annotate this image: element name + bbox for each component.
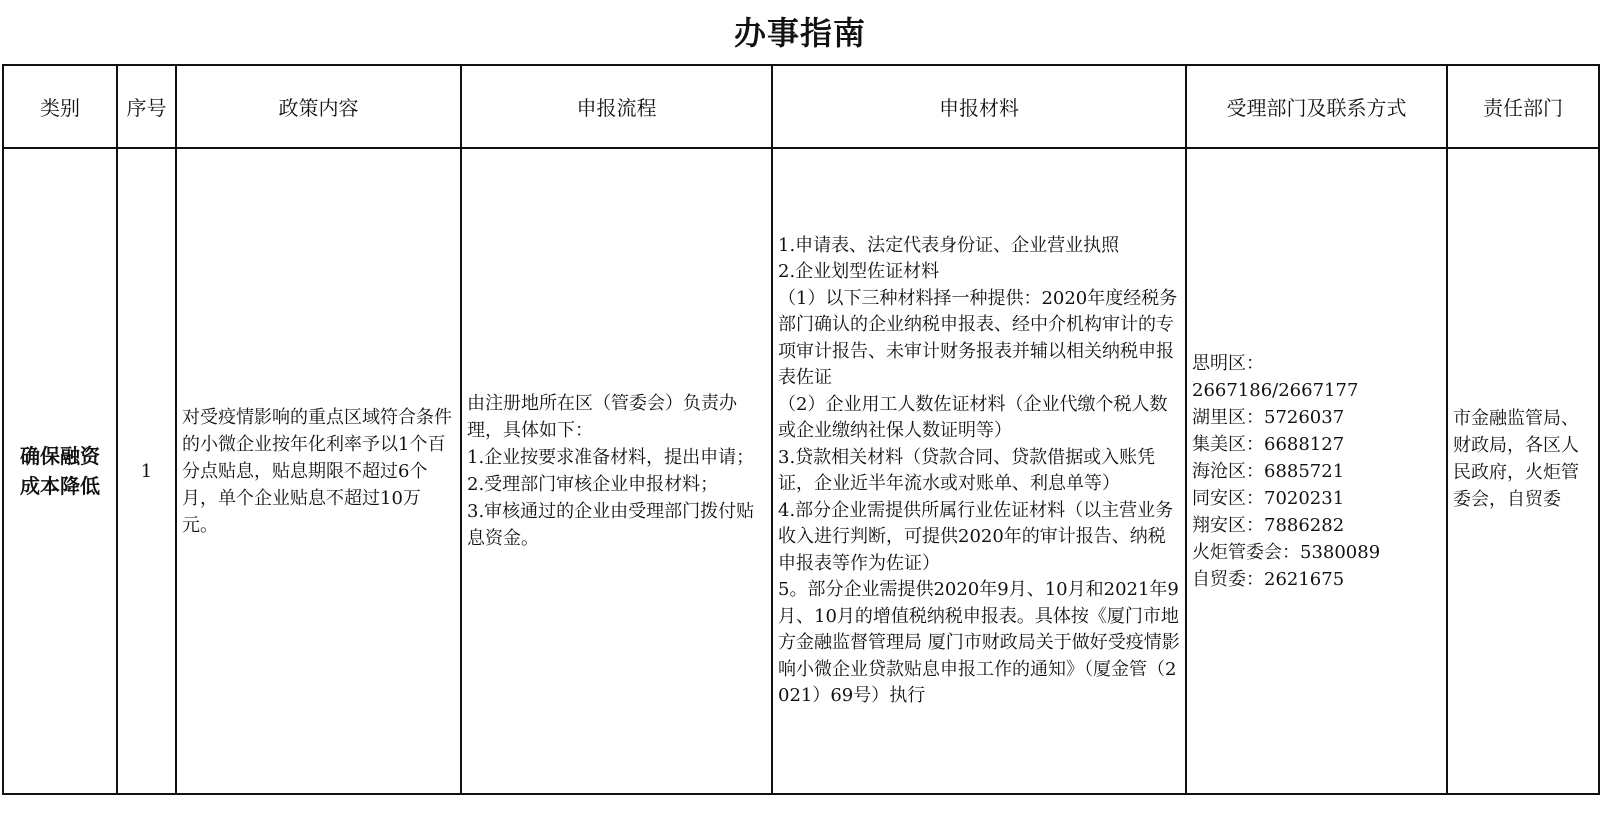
header-category: 类别 — [3, 65, 117, 148]
header-seq: 序号 — [117, 65, 176, 148]
header-materials: 申报材料 — [772, 65, 1186, 148]
materials-cell — [772, 148, 1186, 794]
responsible-text: 市金融监管局、财政局，各区人民政府，火炬管委会，自贸委 — [1453, 408, 1579, 510]
policy-cell — [176, 148, 461, 794]
process-cell — [461, 148, 772, 794]
header-responsible: 责任部门 — [1447, 65, 1599, 148]
category-cell — [3, 148, 117, 794]
header-process: 申报流程 — [461, 65, 772, 148]
table-row — [3, 148, 1599, 794]
header-policy: 政策内容 — [176, 65, 461, 148]
seq-text: 1 — [140, 460, 153, 482]
contact-cell — [1186, 148, 1447, 794]
page-title: 办事指南 — [733, 14, 866, 52]
materials-text: 1.申请表、法定代表身份证、企业营业执照 2.企业划型佐证材料 （1）以下三种材料择一种提供：2020年度经税务部门确认的企业纳税申报表、经中介机构审计的专项审计报告、未审计财务报表并辅以相关纳税申报表佐证 （2）企业用工人数佐证材料（企业代缴个税人数或企业缴纳社保人数证明等） 3.贷款相关材料（贷款合同、贷款借据或入账凭证，企业近半年流水或对账单、利息单等） 4.部分企业需提供所属行业佐证材料（以主营业务收入进行判断，可提供2020年的审计报告、纳税申报表等作为佐证） 5。部分企业需提供2020年9月、10月和2021年9月、10月的增值税纳税申报表。具体按《厦门市地方金融监督管理局 厦门市财政局关于做好受疫情影响小微企业贷款贴息申报工作的通知》（厦金管（2021）69号）执行 — [778, 234, 1180, 706]
policy-text: 对受疫情影响的重点区域符合条件的小微企业按年化利率予以1个百分点贴息，贴息期限不超过6个月，单个企业贴息不超过10万元。 — [182, 406, 452, 536]
contact-text: 思明区： 2667186/2667177 湖里区：5726037 集美区：6688127 海沧区：6885721 同安区：7020231 翔安区：7886282 火炬管委会：5380089 自贸委：2621675 — [1192, 352, 1381, 590]
header-contact: 受理部门及联系方式 — [1186, 65, 1447, 148]
header-row — [3, 65, 1599, 148]
category-text: 确保融资成本降低 — [20, 444, 100, 498]
responsible-cell — [1447, 148, 1599, 794]
seq-cell — [117, 148, 176, 794]
guide-table — [2, 64, 1600, 795]
process-text: 由注册地所在区（管委会）负责办理，具体如下： 1.企业按要求准备材料，提出申请； 2.受理部门审核企业申报材料； 3.审核通过的企业由受理部门拨付贴息资金。 — [467, 393, 755, 549]
